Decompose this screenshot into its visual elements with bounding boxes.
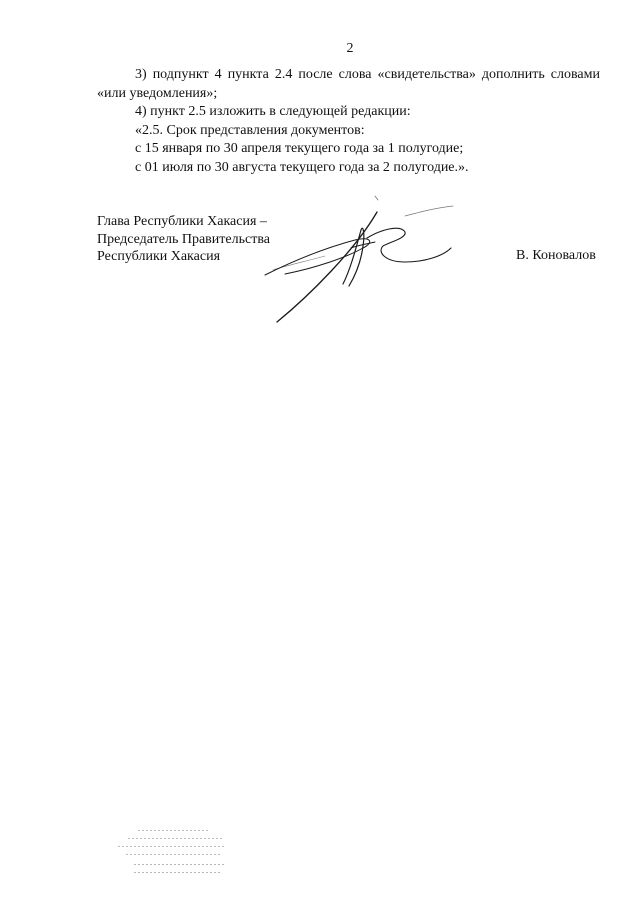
paragraph-first-half-term: с 15 января по 30 апреля текущего года за 1 полугодие;	[135, 141, 464, 156]
registration-stamp	[108, 826, 228, 878]
signatory-position	[97, 213, 270, 266]
handwritten-signature-icon	[255, 190, 475, 325]
page-number: 2	[346, 41, 354, 56]
paragraph-item-3: 3) подпункт 4 пункта 2.4 после слова «свидетельства» дополнить словами «или уведомления»;	[97, 67, 600, 101]
paragraph-clause-2-5: «2.5. Срок представления документов:	[135, 122, 365, 138]
paragraph-item-4: 4) пункт 2.5 изложить в следующей редакции:	[135, 104, 411, 119]
signatory-position-line-3: Республики Хакасия	[97, 249, 221, 264]
signatory-position-line-2: Председатель Правительства	[97, 231, 270, 247]
signatory-position-line-1: Глава Республики Хакасия –	[97, 214, 267, 229]
paragraph-second-half-term: с 01 июля по 30 августа текущего года за 2 полугодие.».	[135, 159, 469, 175]
document-body	[97, 66, 600, 177]
signatory-name: В. Коновалов	[516, 248, 596, 263]
